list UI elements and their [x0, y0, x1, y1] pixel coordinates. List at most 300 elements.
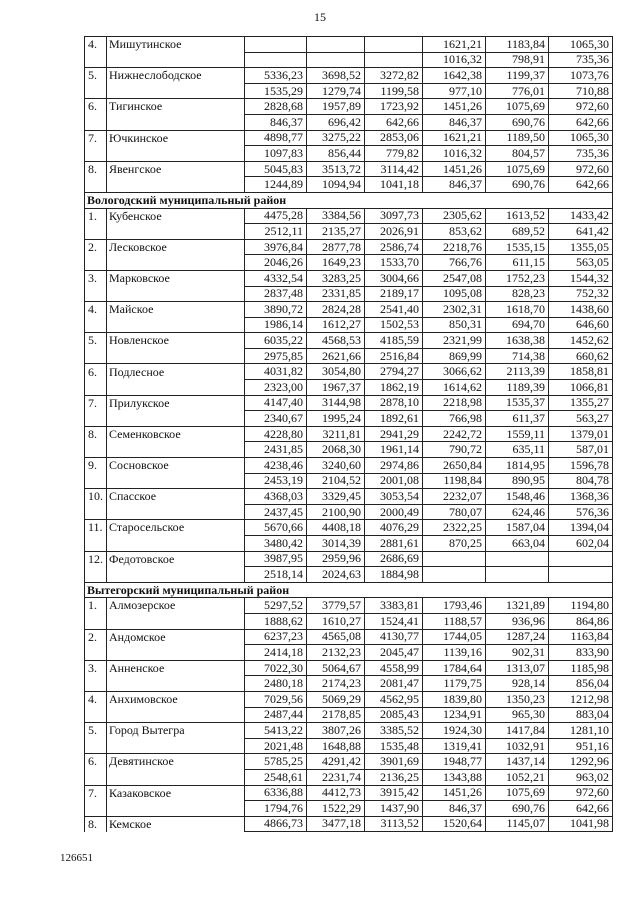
value-cell: 1924,30	[423, 723, 486, 739]
value-cell: 5336,23	[245, 68, 307, 84]
value-cell: 3383,81	[365, 598, 423, 614]
row-number-blank	[85, 255, 107, 271]
value-cell: 694,70	[486, 317, 549, 333]
value-cell: 4185,59	[365, 333, 423, 349]
table-row	[85, 520, 613, 536]
table-row	[85, 723, 613, 739]
value-cell: 2480,18	[245, 676, 307, 692]
value-cell: 4898,77	[245, 130, 307, 146]
value-cell: 2135,27	[307, 224, 365, 240]
value-cell: 5413,22	[245, 723, 307, 739]
value-cell	[365, 37, 423, 53]
settlement-name: Спасское	[107, 489, 245, 505]
settlement-name: Анненское	[107, 660, 245, 676]
settlement-name-blank	[107, 645, 245, 661]
value-cell: 1587,04	[486, 520, 549, 536]
value-cell: 1957,89	[307, 99, 365, 115]
row-number: 4.	[85, 302, 107, 318]
settlement-name-blank	[107, 255, 245, 271]
value-cell: 3987,95	[245, 551, 307, 567]
value-cell: 1814,95	[486, 458, 549, 474]
value-cell: 1520,64	[423, 816, 486, 832]
table-row	[85, 613, 613, 629]
value-cell: 2340,67	[245, 411, 307, 427]
value-cell: 936,96	[486, 613, 549, 629]
value-cell: 646,60	[549, 317, 613, 333]
settlement-name: Подлесное	[107, 364, 245, 380]
value-cell: 689,52	[486, 224, 549, 240]
value-cell: 2045,47	[365, 645, 423, 661]
value-cell: 3066,62	[423, 364, 486, 380]
value-cell: 1350,23	[486, 691, 549, 707]
row-number-blank	[85, 317, 107, 333]
row-number-blank	[85, 286, 107, 302]
settlement-name: Майское	[107, 302, 245, 318]
value-cell	[423, 551, 486, 567]
table-row	[85, 395, 613, 411]
value-cell: 779,82	[365, 146, 423, 162]
value-cell: 660,62	[549, 348, 613, 364]
value-cell: 833,90	[549, 645, 613, 661]
value-cell: 663,04	[486, 536, 549, 552]
row-number: 11.	[85, 520, 107, 536]
table-row	[85, 364, 613, 380]
value-cell: 790,72	[423, 442, 486, 458]
value-cell: 1189,50	[486, 130, 549, 146]
value-cell: 766,76	[423, 255, 486, 271]
value-cell: 4562,95	[365, 691, 423, 707]
value-cell: 6035,22	[245, 333, 307, 349]
table-row	[85, 504, 613, 520]
value-cell: 870,25	[423, 536, 486, 552]
settlement-name-blank	[107, 567, 245, 583]
value-cell: 2541,40	[365, 302, 423, 318]
value-cell: 4130,77	[365, 629, 423, 645]
value-cell: 1343,88	[423, 769, 486, 785]
row-number: 8.	[85, 816, 107, 832]
value-cell: 1185,98	[549, 660, 613, 676]
value-cell: 951,16	[549, 738, 613, 754]
value-cell: 1559,11	[486, 426, 549, 442]
row-number: 6.	[85, 99, 107, 115]
value-cell: 3890,72	[245, 302, 307, 318]
value-cell: 1995,24	[307, 411, 365, 427]
value-cell: 1189,39	[486, 380, 549, 396]
table-row	[85, 769, 613, 785]
value-cell: 2218,76	[423, 239, 486, 255]
value-cell: 2001,08	[365, 473, 423, 489]
value-cell: 3014,39	[307, 536, 365, 552]
value-cell: 2853,06	[365, 130, 423, 146]
value-cell: 1292,96	[549, 754, 613, 770]
row-number-blank	[85, 504, 107, 520]
value-cell: 1394,04	[549, 520, 613, 536]
value-cell: 642,66	[549, 801, 613, 817]
value-cell: 804,57	[486, 146, 549, 162]
value-cell: 2242,72	[423, 426, 486, 442]
value-cell: 3807,26	[307, 723, 365, 739]
value-cell: 972,60	[549, 99, 613, 115]
value-cell: 2024,63	[307, 567, 365, 583]
row-number: 8.	[85, 426, 107, 442]
value-cell: 1502,53	[365, 317, 423, 333]
row-number-blank	[85, 567, 107, 583]
row-number-blank	[85, 645, 107, 661]
value-cell: 3097,73	[365, 208, 423, 224]
row-number: 3.	[85, 270, 107, 286]
value-cell: 7022,30	[245, 660, 307, 676]
settlement-name: Казаковское	[107, 785, 245, 801]
row-number: 5.	[85, 333, 107, 349]
value-cell: 1888,62	[245, 613, 307, 629]
value-cell: 853,62	[423, 224, 486, 240]
value-cell: 1212,98	[549, 691, 613, 707]
value-cell: 1793,46	[423, 598, 486, 614]
row-number: 4.	[85, 691, 107, 707]
settlement-name-blank	[107, 707, 245, 723]
settlement-name-blank	[107, 738, 245, 754]
row-number: 7.	[85, 130, 107, 146]
value-cell: 3283,25	[307, 270, 365, 286]
value-cell: 2518,14	[245, 567, 307, 583]
value-cell: 1188,57	[423, 613, 486, 629]
value-cell: 2331,85	[307, 286, 365, 302]
value-cell: 2322,25	[423, 520, 486, 536]
row-number-blank	[85, 707, 107, 723]
value-cell: 1744,05	[423, 629, 486, 645]
value-cell	[307, 37, 365, 53]
value-cell: 850,31	[423, 317, 486, 333]
value-cell: 856,04	[549, 676, 613, 692]
table-row	[85, 239, 613, 255]
value-cell: 1614,62	[423, 380, 486, 396]
value-cell: 563,27	[549, 411, 613, 427]
table-row	[85, 83, 613, 99]
value-cell: 1638,38	[486, 333, 549, 349]
settlement-name-blank	[107, 224, 245, 240]
table-row	[85, 177, 613, 193]
value-cell: 4565,08	[307, 629, 365, 645]
value-cell: 1723,92	[365, 99, 423, 115]
value-cell: 2174,23	[307, 676, 365, 692]
value-cell: 4558,99	[365, 660, 423, 676]
value-cell: 611,15	[486, 255, 549, 271]
value-cell: 690,76	[486, 177, 549, 193]
row-number: 10.	[85, 489, 107, 505]
value-cell: 1016,32	[423, 146, 486, 162]
settlement-name: Алмозерское	[107, 598, 245, 614]
value-cell	[423, 567, 486, 583]
value-cell: 5670,66	[245, 520, 307, 536]
row-number-blank	[85, 769, 107, 785]
value-cell: 1438,60	[549, 302, 613, 318]
value-cell: 1535,48	[365, 738, 423, 754]
value-cell: 2437,45	[245, 504, 307, 520]
value-cell: 1281,10	[549, 723, 613, 739]
value-cell: 2516,84	[365, 348, 423, 364]
settlement-name: Девятинское	[107, 754, 245, 770]
value-cell: 846,37	[423, 114, 486, 130]
value-cell: 1839,80	[423, 691, 486, 707]
table-row	[85, 114, 613, 130]
value-cell: 1073,76	[549, 68, 613, 84]
settlement-name-blank	[107, 411, 245, 427]
row-number-blank	[85, 177, 107, 193]
table-row	[85, 317, 613, 333]
value-cell: 1858,81	[549, 364, 613, 380]
row-number: 5.	[85, 723, 107, 739]
table-row	[85, 473, 613, 489]
value-cell: 735,36	[549, 52, 613, 68]
settlement-name: Федотовское	[107, 551, 245, 567]
value-cell: 1535,15	[486, 239, 549, 255]
value-cell: 4368,03	[245, 489, 307, 505]
table-row	[85, 302, 613, 318]
value-cell: 2621,66	[307, 348, 365, 364]
settlement-name: Сосновское	[107, 458, 245, 474]
value-cell: 883,04	[549, 707, 613, 723]
row-number-blank	[85, 224, 107, 240]
row-number: 7.	[85, 785, 107, 801]
value-cell: 1075,69	[486, 161, 549, 177]
value-cell	[307, 52, 365, 68]
value-cell: 2794,27	[365, 364, 423, 380]
value-cell: 3384,56	[307, 208, 365, 224]
row-number-blank	[85, 536, 107, 552]
value-cell: 2305,62	[423, 208, 486, 224]
table-row	[85, 161, 613, 177]
value-cell: 635,11	[486, 442, 549, 458]
table-row	[85, 458, 613, 474]
table-row	[85, 816, 613, 832]
row-number-blank	[85, 411, 107, 427]
value-cell: 1524,41	[365, 613, 423, 629]
value-cell: 1198,84	[423, 473, 486, 489]
settlement-name: Лесковское	[107, 239, 245, 255]
value-cell	[549, 567, 613, 583]
table-row	[85, 442, 613, 458]
value-cell: 3329,45	[307, 489, 365, 505]
value-cell: 1967,37	[307, 380, 365, 396]
footer-code: 126651	[60, 852, 93, 864]
value-cell: 1862,19	[365, 380, 423, 396]
table-row	[85, 801, 613, 817]
value-cell: 798,91	[486, 52, 549, 68]
value-cell: 7029,56	[245, 691, 307, 707]
table-row	[85, 707, 613, 723]
value-cell: 4228,80	[245, 426, 307, 442]
table-row	[85, 629, 613, 645]
settlement-name-blank	[107, 52, 245, 68]
table-row	[85, 645, 613, 661]
district-header-row	[85, 192, 613, 208]
settlement-name: Андомское	[107, 629, 245, 645]
value-cell: 846,37	[423, 177, 486, 193]
value-cell: 1433,42	[549, 208, 613, 224]
settlement-name-blank	[107, 114, 245, 130]
value-cell: 735,36	[549, 146, 613, 162]
value-cell	[549, 551, 613, 567]
value-cell: 1642,38	[423, 68, 486, 84]
table-row	[85, 224, 613, 240]
value-cell: 752,32	[549, 286, 613, 302]
value-cell: 576,36	[549, 504, 613, 520]
table-row	[85, 598, 613, 614]
row-number: 12.	[85, 551, 107, 567]
value-cell: 1522,29	[307, 801, 365, 817]
district-header-row	[85, 582, 613, 598]
value-cell: 714,38	[486, 348, 549, 364]
value-cell: 4412,73	[307, 785, 365, 801]
table-row	[85, 270, 613, 286]
value-cell: 3698,52	[307, 68, 365, 84]
settlement-name-blank	[107, 613, 245, 629]
table-row	[85, 255, 613, 271]
value-cell	[486, 551, 549, 567]
value-cell: 1548,46	[486, 489, 549, 505]
table-row	[85, 333, 613, 349]
value-cell: 2104,52	[307, 473, 365, 489]
table-row	[85, 286, 613, 302]
value-cell: 1139,16	[423, 645, 486, 661]
settlement-name-blank	[107, 676, 245, 692]
value-cell: 972,60	[549, 161, 613, 177]
value-cell: 1244,89	[245, 177, 307, 193]
value-cell: 1451,26	[423, 99, 486, 115]
value-cell	[486, 567, 549, 583]
settlement-name: Новленское	[107, 333, 245, 349]
value-cell: 2431,85	[245, 442, 307, 458]
row-number: 4.	[85, 37, 107, 53]
value-cell: 2414,18	[245, 645, 307, 661]
value-cell: 3272,82	[365, 68, 423, 84]
table-row	[85, 676, 613, 692]
value-cell: 3004,66	[365, 270, 423, 286]
value-cell: 2975,85	[245, 348, 307, 364]
value-cell: 2081,47	[365, 676, 423, 692]
settlement-name-blank	[107, 83, 245, 99]
value-cell: 1437,90	[365, 801, 423, 817]
value-cell: 2877,78	[307, 239, 365, 255]
value-cell: 1052,21	[486, 769, 549, 785]
value-cell: 624,46	[486, 504, 549, 520]
value-cell: 2586,74	[365, 239, 423, 255]
value-cell: 4031,82	[245, 364, 307, 380]
value-cell: 4076,29	[365, 520, 423, 536]
value-cell: 3275,22	[307, 130, 365, 146]
value-cell: 4147,40	[245, 395, 307, 411]
table-row	[85, 380, 613, 396]
value-cell: 1065,30	[549, 130, 613, 146]
settlement-name: Кемское	[107, 816, 245, 832]
district-name: Вологодский муниципальный район	[85, 192, 613, 208]
value-cell: 2881,61	[365, 536, 423, 552]
value-cell: 776,01	[486, 83, 549, 99]
value-cell: 1016,32	[423, 52, 486, 68]
value-cell: 1621,21	[423, 37, 486, 53]
value-cell: 2512,11	[245, 224, 307, 240]
value-cell: 2321,99	[423, 333, 486, 349]
value-cell: 977,10	[423, 83, 486, 99]
value-cell: 766,98	[423, 411, 486, 427]
row-number-blank	[85, 83, 107, 99]
row-number-blank	[85, 676, 107, 692]
value-cell: 3113,52	[365, 816, 423, 832]
table-row	[85, 567, 613, 583]
value-cell: 1075,69	[486, 99, 549, 115]
value-cell: 928,14	[486, 676, 549, 692]
value-cell: 2824,28	[307, 302, 365, 318]
value-cell: 1784,64	[423, 660, 486, 676]
value-cell: 2068,30	[307, 442, 365, 458]
value-cell: 1794,76	[245, 801, 307, 817]
settlement-name: Семенковское	[107, 426, 245, 442]
value-cell: 4568,53	[307, 333, 365, 349]
value-cell: 587,01	[549, 442, 613, 458]
row-number-blank	[85, 442, 107, 458]
value-cell: 864,86	[549, 613, 613, 629]
settlement-name: Ючкинское	[107, 130, 245, 146]
row-number-blank	[85, 380, 107, 396]
value-cell: 846,37	[423, 801, 486, 817]
value-cell: 1145,07	[486, 816, 549, 832]
value-cell: 1163,84	[549, 629, 613, 645]
settlement-name-blank	[107, 504, 245, 520]
table-row	[85, 551, 613, 567]
settlement-name-blank	[107, 177, 245, 193]
value-cell: 1986,14	[245, 317, 307, 333]
table-row	[85, 130, 613, 146]
table-row	[85, 208, 613, 224]
settlement-name-blank	[107, 801, 245, 817]
value-cell: 1075,69	[486, 785, 549, 801]
row-number-blank	[85, 52, 107, 68]
value-cell: 890,95	[486, 473, 549, 489]
value-cell: 1321,89	[486, 598, 549, 614]
value-cell: 902,31	[486, 645, 549, 661]
value-cell	[365, 52, 423, 68]
tariff-table	[84, 36, 613, 832]
value-cell: 2189,17	[365, 286, 423, 302]
value-cell	[245, 52, 307, 68]
value-cell: 972,60	[549, 785, 613, 801]
value-cell: 1948,77	[423, 754, 486, 770]
value-cell: 3976,84	[245, 239, 307, 255]
value-cell: 1319,41	[423, 738, 486, 754]
value-cell: 563,05	[549, 255, 613, 271]
value-cell: 2686,69	[365, 551, 423, 567]
table-row	[85, 99, 613, 115]
value-cell: 4408,18	[307, 520, 365, 536]
settlement-name: Мишутинское	[107, 37, 245, 53]
settlement-name-blank	[107, 536, 245, 552]
value-cell: 696,42	[307, 114, 365, 130]
value-cell: 5069,29	[307, 691, 365, 707]
value-cell: 2453,19	[245, 473, 307, 489]
value-cell: 1451,26	[423, 161, 486, 177]
value-cell: 1368,36	[549, 489, 613, 505]
table-row	[85, 660, 613, 676]
value-cell: 2941,29	[365, 426, 423, 442]
value-cell: 2547,08	[423, 270, 486, 286]
value-cell: 4238,46	[245, 458, 307, 474]
value-cell: 1199,37	[486, 68, 549, 84]
value-cell: 3385,52	[365, 723, 423, 739]
value-cell: 1544,32	[549, 270, 613, 286]
value-cell: 3211,81	[307, 426, 365, 442]
settlement-name: Прилукское	[107, 395, 245, 411]
value-cell: 4332,54	[245, 270, 307, 286]
